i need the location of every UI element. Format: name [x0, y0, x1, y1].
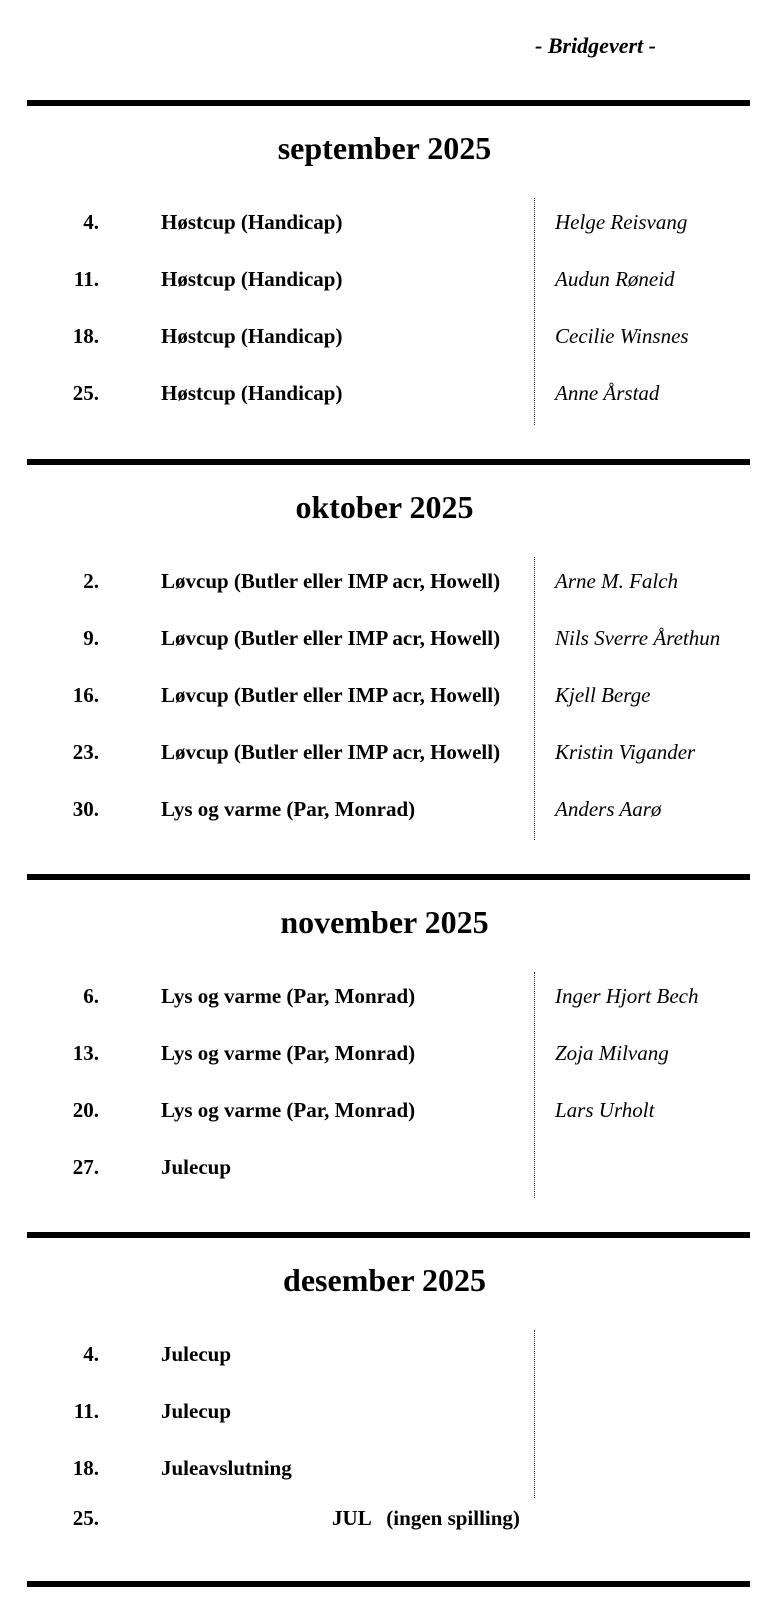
section-rule [27, 100, 750, 106]
row-host: Zoja Milvang [555, 1041, 669, 1065]
schedule-row [0, 613, 769, 670]
section-rule [27, 1232, 750, 1238]
row-host: Kjell Berge [555, 683, 651, 707]
row-event: Høstcup (Handicap) [161, 381, 343, 405]
schedule-row [0, 971, 769, 1028]
schedule-row [0, 311, 769, 368]
row-host: Cecilie Winsnes [555, 324, 689, 348]
schedule-row [0, 1443, 769, 1500]
row-day: 18. [72, 1456, 99, 1480]
row-event: Lys og varme (Par, Monrad) [161, 984, 416, 1008]
section-rule [27, 874, 750, 880]
row-event: Høstcup (Handicap) [161, 267, 343, 291]
row-event: Løvcup (Butler eller IMP acr, Howell) [161, 569, 501, 593]
row-day: 13. [72, 1041, 99, 1065]
row-event: Julecup [161, 1342, 232, 1366]
section-rule [27, 1581, 750, 1587]
row-day: 18. [72, 324, 99, 348]
row-event: Løvcup (Butler eller IMP acr, Howell) [161, 683, 501, 707]
row-event: Løvcup (Butler eller IMP acr, Howell) [161, 626, 501, 650]
row-event: Høstcup (Handicap) [161, 210, 343, 234]
row-host: Anders Aarø [555, 797, 662, 821]
row-day: 27. [72, 1155, 99, 1179]
row-day: 11. [73, 267, 99, 291]
row-event: Høstcup (Handicap) [161, 324, 343, 348]
row-day: 16. [72, 683, 99, 707]
schedule-row [0, 1085, 769, 1142]
bridgevert-column-header: - Bridgevert - [535, 33, 656, 58]
row-host: Helge Reisvang [555, 210, 688, 234]
row-day: 4. [83, 1342, 99, 1366]
schedule-row [0, 1329, 769, 1386]
row-day: 23. [72, 740, 99, 764]
row-day: 9. [83, 626, 99, 650]
row-day: 25. [72, 1506, 99, 1530]
schedule-row-special [0, 1493, 769, 1550]
row-event: Lys og varme (Par, Monrad) [161, 797, 416, 821]
row-event: Lys og varme (Par, Monrad) [161, 1098, 416, 1122]
schedule-row [0, 784, 769, 841]
schedule-row [0, 254, 769, 311]
row-host: Lars Urholt [555, 1098, 655, 1122]
schedule-row [0, 368, 769, 425]
schedule-row [0, 197, 769, 254]
month-title-oktober: oktober 2025 [295, 489, 474, 525]
row-host: Kristin Vigander [555, 740, 696, 764]
schedule-row [0, 1142, 769, 1199]
section-rule [27, 459, 750, 465]
row-event: Juleavslutning [161, 1456, 292, 1480]
row-day: 25. [72, 381, 99, 405]
row-day: 2. [83, 569, 99, 593]
row-host: Audun Røneid [555, 267, 675, 291]
schedule-row [0, 727, 769, 784]
month-title-desember: desember 2025 [283, 1262, 486, 1298]
row-day: 30. [72, 797, 99, 821]
schedule-row [0, 1028, 769, 1085]
row-event: Julecup [161, 1399, 232, 1423]
row-day: 4. [83, 210, 99, 234]
row-day: 6. [83, 984, 99, 1008]
row-day: 20. [72, 1098, 99, 1122]
row-event: JUL (ingen spilling) [332, 1506, 520, 1530]
row-host: Anne Årstad [555, 381, 660, 405]
schedule-row [0, 556, 769, 613]
row-host: Inger Hjort Bech [555, 984, 699, 1008]
schedule-row [0, 1386, 769, 1443]
row-event: Løvcup (Butler eller IMP acr, Howell) [161, 740, 501, 764]
row-day: 11. [73, 1399, 99, 1423]
row-host: Arne M. Falch [555, 569, 679, 593]
month-title-november: november 2025 [280, 904, 489, 940]
row-event: Julecup [161, 1155, 232, 1179]
month-title-september: september 2025 [277, 130, 492, 166]
row-host: Nils Sverre Årethun [555, 626, 721, 650]
schedule-row [0, 670, 769, 727]
row-event: Lys og varme (Par, Monrad) [161, 1041, 416, 1065]
